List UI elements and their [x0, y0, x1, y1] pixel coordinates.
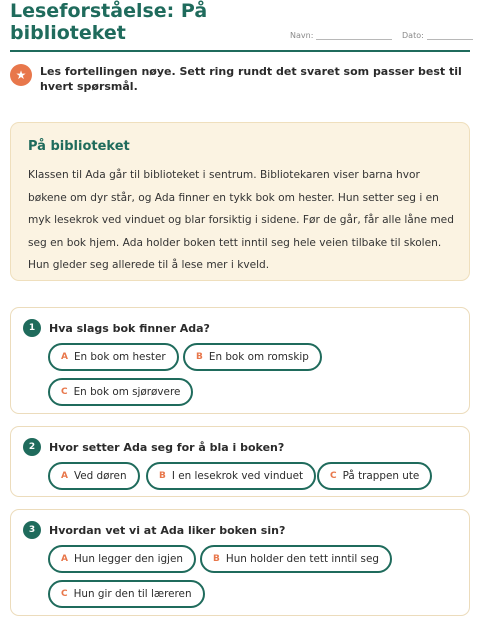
- page-title: Leseforståelse: På biblioteket: [10, 0, 208, 44]
- option-c[interactable]: [48, 580, 205, 608]
- date-field[interactable]: [402, 31, 473, 40]
- option-letter: B: [196, 352, 203, 362]
- option-letter: B: [159, 471, 166, 481]
- option-letter: C: [330, 471, 337, 481]
- option-a[interactable]: [48, 343, 179, 371]
- option-text: Hun gir den til læreren: [73, 588, 192, 600]
- option-letter: A: [61, 554, 68, 564]
- story-text: Klassen til Ada går til biblioteket i sentrum. Bibliotekaren viser barna hvor bøkene om dyr står, og Ada finner en tykk bok om hester. Hun setter seg i en myk lesekrok ved vinduet og blar forsiktig i sidene. Før de går, får alle låne med seg en bok hjem. Ada holder boken tett inntil seg hele veien tilbake til skolen. Hun gleder seg allerede til å lese mer i kveld.: [28, 169, 454, 271]
- date-label: Dato:: [402, 31, 424, 40]
- name-line: [316, 32, 392, 40]
- option-text: I en lesekrok ved vinduet: [171, 470, 304, 482]
- question-card-2: [10, 426, 470, 497]
- instructions: [10, 64, 470, 94]
- story-title: På biblioteket: [28, 139, 130, 154]
- date-line: [427, 32, 473, 40]
- option-letter: B: [213, 554, 220, 564]
- question-card-3: [10, 509, 470, 616]
- option-c[interactable]: [48, 378, 193, 406]
- option-text: En bok om sjørøvere: [73, 386, 181, 398]
- question-number: 3: [23, 521, 41, 539]
- star-icon: ★: [10, 64, 32, 86]
- question-card-1: [10, 307, 470, 414]
- story-box: [10, 122, 470, 281]
- option-letter: A: [61, 471, 68, 481]
- question-text: Hvordan vet vi at Ada liker boken sin?: [49, 523, 286, 537]
- option-text: En bok om hester: [73, 351, 166, 363]
- question-number: 2: [23, 438, 41, 456]
- option-text: En bok om romskip: [208, 351, 309, 363]
- question-number: 1: [23, 319, 41, 337]
- option-letter: A: [61, 352, 68, 362]
- option-text: På trappen ute: [342, 470, 420, 482]
- option-letter: C: [61, 387, 68, 397]
- option-text: Hun holder den tett inntil seg: [225, 553, 379, 565]
- option-c[interactable]: [317, 462, 432, 490]
- name-field[interactable]: [290, 31, 392, 40]
- option-letter: C: [61, 589, 68, 599]
- question-text: Hvor setter Ada seg for å bla i boken?: [49, 440, 285, 454]
- option-text: Hun legger den igjen: [73, 553, 183, 565]
- option-b[interactable]: [200, 545, 392, 573]
- option-b[interactable]: [183, 343, 322, 371]
- option-b[interactable]: [146, 462, 316, 490]
- option-text: Ved døren: [73, 470, 127, 482]
- instructions-text: Les fortellingen nøye. Sett ring rundt det svaret som passer best til hvert spørsmål.: [40, 65, 462, 93]
- question-text: Hva slags bok finner Ada?: [49, 321, 210, 335]
- option-a[interactable]: [48, 545, 196, 573]
- worksheet-header: [10, 0, 470, 52]
- name-label: Navn:: [290, 31, 314, 40]
- option-a[interactable]: [48, 462, 140, 490]
